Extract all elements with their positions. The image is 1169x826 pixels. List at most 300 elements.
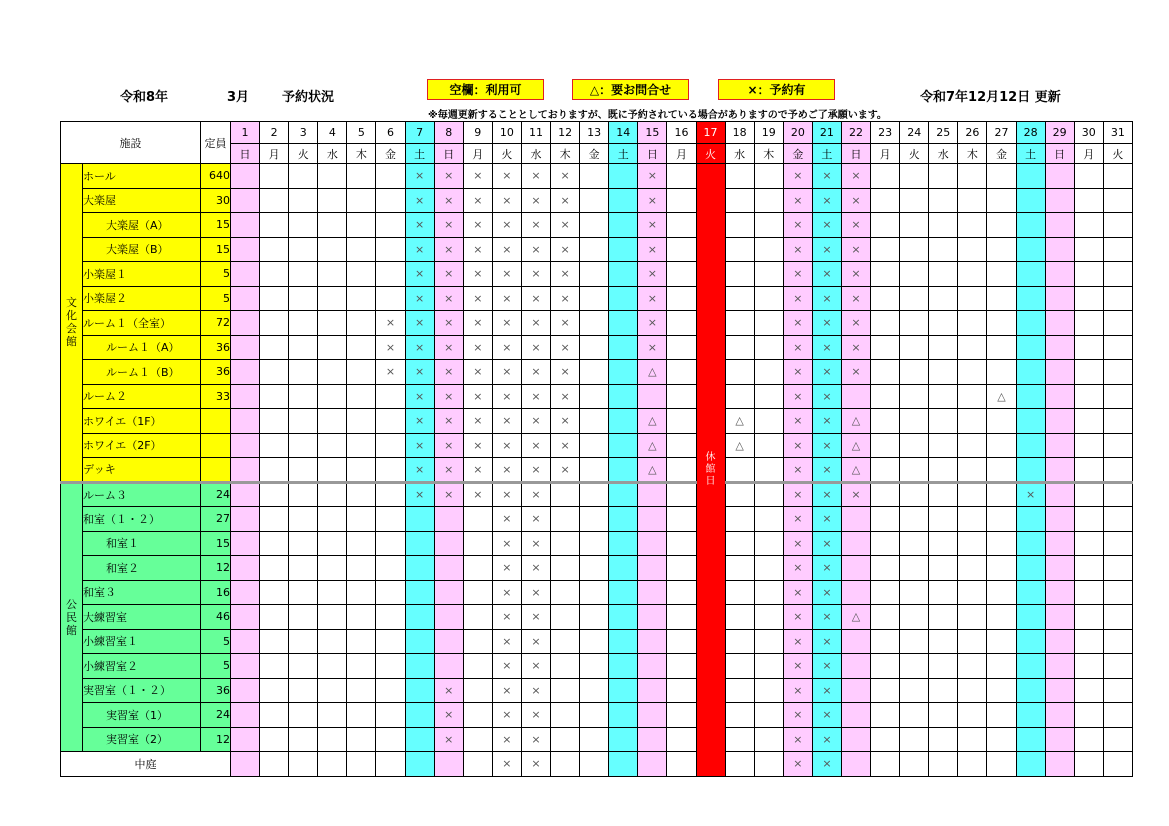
reservation-cell[interactable]	[754, 384, 783, 409]
reservation-cell[interactable]	[1074, 164, 1103, 189]
reservation-cell[interactable]	[405, 629, 434, 654]
reservation-cell[interactable]: ×	[783, 752, 812, 777]
reservation-cell[interactable]	[609, 335, 638, 360]
reservation-cell[interactable]	[260, 703, 289, 728]
reservation-cell[interactable]	[987, 482, 1016, 507]
reservation-cell[interactable]: ×	[492, 556, 521, 581]
reservation-cell[interactable]: ×	[638, 164, 667, 189]
reservation-cell[interactable]	[900, 409, 929, 434]
reservation-cell[interactable]: ×	[434, 678, 463, 703]
reservation-cell[interactable]	[667, 556, 696, 581]
reservation-cell[interactable]	[580, 433, 609, 458]
reservation-cell[interactable]	[958, 507, 987, 532]
reservation-cell[interactable]	[958, 237, 987, 262]
reservation-cell[interactable]	[1074, 213, 1103, 238]
reservation-cell[interactable]	[900, 311, 929, 336]
reservation-cell[interactable]: ×	[463, 286, 492, 311]
reservation-cell[interactable]	[1045, 629, 1074, 654]
reservation-cell[interactable]	[1045, 213, 1074, 238]
reservation-cell[interactable]	[667, 458, 696, 483]
reservation-cell[interactable]	[347, 188, 376, 213]
reservation-cell[interactable]	[667, 311, 696, 336]
reservation-cell[interactable]	[900, 262, 929, 287]
reservation-cell[interactable]	[289, 360, 318, 385]
reservation-cell[interactable]: ×	[434, 286, 463, 311]
reservation-cell[interactable]	[754, 286, 783, 311]
reservation-cell[interactable]: △	[638, 409, 667, 434]
reservation-cell[interactable]: ×	[434, 360, 463, 385]
reservation-cell[interactable]: ×	[812, 629, 841, 654]
reservation-cell[interactable]	[260, 335, 289, 360]
reservation-cell[interactable]	[1074, 286, 1103, 311]
reservation-cell[interactable]	[667, 433, 696, 458]
reservation-cell[interactable]	[376, 629, 405, 654]
reservation-cell[interactable]	[318, 164, 347, 189]
reservation-cell[interactable]	[638, 752, 667, 777]
reservation-cell[interactable]: ×	[463, 482, 492, 507]
reservation-cell[interactable]	[376, 654, 405, 679]
reservation-cell[interactable]	[1074, 531, 1103, 556]
reservation-cell[interactable]	[987, 507, 1016, 532]
reservation-cell[interactable]	[231, 262, 260, 287]
reservation-cell[interactable]	[987, 531, 1016, 556]
reservation-cell[interactable]: ×	[783, 262, 812, 287]
reservation-cell[interactable]	[609, 507, 638, 532]
reservation-cell[interactable]: ×	[463, 360, 492, 385]
reservation-cell[interactable]	[347, 384, 376, 409]
reservation-cell[interactable]	[1016, 262, 1045, 287]
reservation-cell[interactable]: ×	[521, 752, 550, 777]
reservation-cell[interactable]	[1103, 237, 1132, 262]
reservation-cell[interactable]	[929, 482, 958, 507]
reservation-cell[interactable]	[958, 311, 987, 336]
reservation-cell[interactable]	[289, 164, 318, 189]
reservation-cell[interactable]	[609, 703, 638, 728]
reservation-cell[interactable]	[754, 678, 783, 703]
reservation-cell[interactable]	[347, 237, 376, 262]
reservation-cell[interactable]: ×	[812, 703, 841, 728]
reservation-cell[interactable]	[871, 213, 900, 238]
reservation-cell[interactable]	[376, 164, 405, 189]
reservation-cell[interactable]: ×	[492, 311, 521, 336]
reservation-cell[interactable]	[754, 507, 783, 532]
reservation-cell[interactable]	[1103, 580, 1132, 605]
reservation-cell[interactable]	[667, 703, 696, 728]
reservation-cell[interactable]	[929, 262, 958, 287]
reservation-cell[interactable]: ×	[434, 311, 463, 336]
reservation-cell[interactable]	[463, 654, 492, 679]
reservation-cell[interactable]	[638, 629, 667, 654]
reservation-cell[interactable]	[551, 678, 580, 703]
reservation-cell[interactable]	[463, 531, 492, 556]
reservation-cell[interactable]	[841, 580, 870, 605]
reservation-cell[interactable]: ×	[405, 433, 434, 458]
reservation-cell[interactable]	[405, 703, 434, 728]
reservation-cell[interactable]	[1045, 433, 1074, 458]
reservation-cell[interactable]	[754, 556, 783, 581]
reservation-cell[interactable]	[1103, 458, 1132, 483]
reservation-cell[interactable]	[260, 678, 289, 703]
reservation-cell[interactable]: ×	[783, 580, 812, 605]
reservation-cell[interactable]: ×	[521, 703, 550, 728]
reservation-cell[interactable]	[1045, 409, 1074, 434]
reservation-cell[interactable]	[900, 580, 929, 605]
reservation-cell[interactable]	[638, 678, 667, 703]
reservation-cell[interactable]	[580, 458, 609, 483]
reservation-cell[interactable]: ×	[1016, 482, 1045, 507]
reservation-cell[interactable]	[754, 237, 783, 262]
reservation-cell[interactable]: ×	[376, 311, 405, 336]
reservation-cell[interactable]: ×	[841, 360, 870, 385]
reservation-cell[interactable]	[1074, 188, 1103, 213]
reservation-cell[interactable]	[871, 654, 900, 679]
reservation-cell[interactable]	[551, 727, 580, 752]
reservation-cell[interactable]: ×	[783, 531, 812, 556]
reservation-cell[interactable]	[871, 458, 900, 483]
reservation-cell[interactable]	[347, 164, 376, 189]
reservation-cell[interactable]: ×	[783, 188, 812, 213]
reservation-cell[interactable]	[900, 482, 929, 507]
reservation-cell[interactable]: ×	[521, 654, 550, 679]
reservation-cell[interactable]: △	[725, 409, 754, 434]
reservation-cell[interactable]: ×	[551, 262, 580, 287]
reservation-cell[interactable]	[405, 727, 434, 752]
reservation-cell[interactable]	[609, 654, 638, 679]
reservation-cell[interactable]	[987, 654, 1016, 679]
reservation-cell[interactable]	[231, 727, 260, 752]
reservation-cell[interactable]	[638, 580, 667, 605]
reservation-cell[interactable]	[667, 286, 696, 311]
reservation-cell[interactable]: ×	[638, 237, 667, 262]
reservation-cell[interactable]	[841, 531, 870, 556]
reservation-cell[interactable]: ×	[812, 262, 841, 287]
reservation-cell[interactable]	[754, 531, 783, 556]
reservation-cell[interactable]: ×	[521, 678, 550, 703]
reservation-cell[interactable]	[667, 605, 696, 630]
reservation-cell[interactable]: ×	[841, 188, 870, 213]
reservation-cell[interactable]: ×	[783, 335, 812, 360]
reservation-cell[interactable]: ×	[434, 384, 463, 409]
reservation-cell[interactable]: ×	[841, 237, 870, 262]
reservation-cell[interactable]	[609, 605, 638, 630]
reservation-cell[interactable]: ×	[812, 311, 841, 336]
reservation-cell[interactable]	[987, 262, 1016, 287]
reservation-cell[interactable]: ×	[551, 286, 580, 311]
reservation-cell[interactable]	[231, 678, 260, 703]
reservation-cell[interactable]	[347, 213, 376, 238]
reservation-cell[interactable]: ×	[783, 507, 812, 532]
reservation-cell[interactable]	[609, 458, 638, 483]
reservation-cell[interactable]	[580, 605, 609, 630]
reservation-cell[interactable]: ×	[638, 311, 667, 336]
reservation-cell[interactable]	[667, 482, 696, 507]
reservation-cell[interactable]: ×	[492, 752, 521, 777]
reservation-cell[interactable]	[958, 188, 987, 213]
reservation-cell[interactable]	[1045, 458, 1074, 483]
reservation-cell[interactable]: ×	[551, 237, 580, 262]
reservation-cell[interactable]	[347, 580, 376, 605]
reservation-cell[interactable]: ×	[812, 384, 841, 409]
reservation-cell[interactable]	[580, 311, 609, 336]
reservation-cell[interactable]: ×	[841, 213, 870, 238]
reservation-cell[interactable]	[958, 678, 987, 703]
reservation-cell[interactable]: ×	[638, 262, 667, 287]
reservation-cell[interactable]	[231, 629, 260, 654]
reservation-cell[interactable]	[580, 286, 609, 311]
reservation-cell[interactable]	[289, 703, 318, 728]
reservation-cell[interactable]	[609, 164, 638, 189]
reservation-cell[interactable]	[318, 237, 347, 262]
reservation-cell[interactable]	[871, 188, 900, 213]
reservation-cell[interactable]	[580, 629, 609, 654]
reservation-cell[interactable]	[260, 580, 289, 605]
reservation-cell[interactable]	[231, 384, 260, 409]
reservation-cell[interactable]: ×	[812, 458, 841, 483]
reservation-cell[interactable]	[347, 409, 376, 434]
reservation-cell[interactable]	[609, 213, 638, 238]
reservation-cell[interactable]	[638, 556, 667, 581]
reservation-cell[interactable]: ×	[551, 311, 580, 336]
reservation-cell[interactable]	[667, 580, 696, 605]
reservation-cell[interactable]	[987, 286, 1016, 311]
reservation-cell[interactable]	[463, 556, 492, 581]
reservation-cell[interactable]: ×	[783, 433, 812, 458]
reservation-cell[interactable]	[231, 703, 260, 728]
reservation-cell[interactable]	[1016, 752, 1045, 777]
reservation-cell[interactable]	[463, 678, 492, 703]
reservation-cell[interactable]	[318, 654, 347, 679]
reservation-cell[interactable]: ×	[551, 213, 580, 238]
reservation-cell[interactable]	[900, 286, 929, 311]
reservation-cell[interactable]	[929, 311, 958, 336]
reservation-cell[interactable]	[929, 188, 958, 213]
reservation-cell[interactable]: ×	[812, 237, 841, 262]
reservation-cell[interactable]	[929, 727, 958, 752]
reservation-cell[interactable]: ×	[812, 531, 841, 556]
reservation-cell[interactable]	[231, 433, 260, 458]
reservation-cell[interactable]	[958, 654, 987, 679]
reservation-cell[interactable]	[871, 237, 900, 262]
reservation-cell[interactable]	[551, 482, 580, 507]
reservation-cell[interactable]	[958, 703, 987, 728]
reservation-cell[interactable]: ×	[492, 605, 521, 630]
reservation-cell[interactable]	[929, 654, 958, 679]
reservation-cell[interactable]	[463, 507, 492, 532]
reservation-cell[interactable]	[1045, 164, 1074, 189]
reservation-cell[interactable]: ×	[405, 262, 434, 287]
reservation-cell[interactable]	[580, 188, 609, 213]
reservation-cell[interactable]	[231, 286, 260, 311]
reservation-cell[interactable]	[376, 678, 405, 703]
reservation-cell[interactable]	[609, 311, 638, 336]
reservation-cell[interactable]	[580, 213, 609, 238]
reservation-cell[interactable]	[929, 384, 958, 409]
reservation-cell[interactable]	[871, 507, 900, 532]
reservation-cell[interactable]	[725, 335, 754, 360]
reservation-cell[interactable]	[725, 556, 754, 581]
reservation-cell[interactable]	[987, 409, 1016, 434]
reservation-cell[interactable]: ×	[521, 556, 550, 581]
reservation-cell[interactable]	[725, 360, 754, 385]
reservation-cell[interactable]	[871, 752, 900, 777]
reservation-cell[interactable]	[667, 531, 696, 556]
reservation-cell[interactable]	[1103, 678, 1132, 703]
reservation-cell[interactable]	[1045, 286, 1074, 311]
reservation-cell[interactable]	[231, 507, 260, 532]
reservation-cell[interactable]	[1074, 458, 1103, 483]
reservation-cell[interactable]: ×	[812, 409, 841, 434]
reservation-cell[interactable]	[1016, 360, 1045, 385]
reservation-cell[interactable]	[376, 433, 405, 458]
reservation-cell[interactable]	[841, 556, 870, 581]
reservation-cell[interactable]	[958, 262, 987, 287]
reservation-cell[interactable]	[841, 752, 870, 777]
reservation-cell[interactable]	[318, 703, 347, 728]
reservation-cell[interactable]	[1074, 556, 1103, 581]
reservation-cell[interactable]	[347, 262, 376, 287]
reservation-cell[interactable]	[318, 678, 347, 703]
reservation-cell[interactable]	[667, 752, 696, 777]
reservation-cell[interactable]	[987, 237, 1016, 262]
reservation-cell[interactable]	[725, 507, 754, 532]
reservation-cell[interactable]	[318, 580, 347, 605]
reservation-cell[interactable]: ×	[463, 335, 492, 360]
reservation-cell[interactable]	[289, 188, 318, 213]
reservation-cell[interactable]	[1016, 188, 1045, 213]
reservation-cell[interactable]	[958, 752, 987, 777]
reservation-cell[interactable]	[958, 727, 987, 752]
reservation-cell[interactable]: ×	[521, 409, 550, 434]
reservation-cell[interactable]	[260, 482, 289, 507]
reservation-cell[interactable]	[1045, 678, 1074, 703]
reservation-cell[interactable]	[347, 482, 376, 507]
reservation-cell[interactable]	[260, 752, 289, 777]
reservation-cell[interactable]: ×	[434, 458, 463, 483]
reservation-cell[interactable]	[754, 580, 783, 605]
reservation-cell[interactable]	[318, 507, 347, 532]
reservation-cell[interactable]	[1016, 629, 1045, 654]
reservation-cell[interactable]	[289, 556, 318, 581]
reservation-cell[interactable]	[260, 409, 289, 434]
reservation-cell[interactable]	[725, 703, 754, 728]
reservation-cell[interactable]	[1074, 605, 1103, 630]
reservation-cell[interactable]	[347, 556, 376, 581]
reservation-cell[interactable]	[551, 531, 580, 556]
reservation-cell[interactable]	[1103, 335, 1132, 360]
reservation-cell[interactable]	[841, 727, 870, 752]
reservation-cell[interactable]	[958, 164, 987, 189]
reservation-cell[interactable]: ×	[492, 262, 521, 287]
reservation-cell[interactable]: ×	[492, 409, 521, 434]
reservation-cell[interactable]	[609, 286, 638, 311]
reservation-cell[interactable]: ×	[492, 360, 521, 385]
reservation-cell[interactable]	[1074, 384, 1103, 409]
reservation-cell[interactable]	[929, 335, 958, 360]
reservation-cell[interactable]	[754, 433, 783, 458]
reservation-cell[interactable]	[987, 580, 1016, 605]
reservation-cell[interactable]	[725, 311, 754, 336]
reservation-cell[interactable]	[260, 286, 289, 311]
reservation-cell[interactable]: ×	[783, 678, 812, 703]
reservation-cell[interactable]	[900, 188, 929, 213]
reservation-cell[interactable]	[376, 703, 405, 728]
reservation-cell[interactable]	[754, 703, 783, 728]
reservation-cell[interactable]: ×	[841, 286, 870, 311]
reservation-cell[interactable]	[1016, 703, 1045, 728]
reservation-cell[interactable]: ×	[492, 384, 521, 409]
reservation-cell[interactable]	[929, 605, 958, 630]
reservation-cell[interactable]	[580, 164, 609, 189]
reservation-cell[interactable]	[347, 752, 376, 777]
reservation-cell[interactable]	[376, 237, 405, 262]
reservation-cell[interactable]	[900, 384, 929, 409]
reservation-cell[interactable]	[929, 678, 958, 703]
reservation-cell[interactable]: ×	[812, 752, 841, 777]
reservation-cell[interactable]	[725, 458, 754, 483]
reservation-cell[interactable]	[376, 507, 405, 532]
reservation-cell[interactable]: ×	[463, 237, 492, 262]
reservation-cell[interactable]	[347, 507, 376, 532]
reservation-cell[interactable]	[318, 605, 347, 630]
reservation-cell[interactable]	[871, 629, 900, 654]
reservation-cell[interactable]	[987, 678, 1016, 703]
reservation-cell[interactable]: ×	[551, 188, 580, 213]
reservation-cell[interactable]: ×	[521, 482, 550, 507]
reservation-cell[interactable]	[609, 629, 638, 654]
reservation-cell[interactable]: ×	[638, 188, 667, 213]
reservation-cell[interactable]	[1103, 262, 1132, 287]
reservation-cell[interactable]	[754, 262, 783, 287]
reservation-cell[interactable]	[580, 237, 609, 262]
reservation-cell[interactable]	[376, 556, 405, 581]
reservation-cell[interactable]	[1103, 311, 1132, 336]
reservation-cell[interactable]: ×	[463, 384, 492, 409]
reservation-cell[interactable]	[725, 482, 754, 507]
reservation-cell[interactable]	[347, 286, 376, 311]
reservation-cell[interactable]	[260, 458, 289, 483]
reservation-cell[interactable]	[929, 531, 958, 556]
reservation-cell[interactable]	[318, 286, 347, 311]
reservation-cell[interactable]: ×	[492, 531, 521, 556]
reservation-cell[interactable]	[900, 507, 929, 532]
reservation-cell[interactable]: ×	[783, 458, 812, 483]
reservation-cell[interactable]	[900, 531, 929, 556]
reservation-cell[interactable]	[987, 556, 1016, 581]
reservation-cell[interactable]	[1103, 482, 1132, 507]
reservation-cell[interactable]: ×	[638, 286, 667, 311]
reservation-cell[interactable]	[1103, 360, 1132, 385]
reservation-cell[interactable]	[667, 384, 696, 409]
reservation-cell[interactable]: ×	[405, 360, 434, 385]
reservation-cell[interactable]	[1103, 433, 1132, 458]
reservation-cell[interactable]	[1074, 482, 1103, 507]
reservation-cell[interactable]	[580, 752, 609, 777]
reservation-cell[interactable]	[725, 752, 754, 777]
reservation-cell[interactable]: ×	[492, 507, 521, 532]
reservation-cell[interactable]	[754, 164, 783, 189]
reservation-cell[interactable]	[376, 286, 405, 311]
reservation-cell[interactable]	[958, 360, 987, 385]
reservation-cell[interactable]	[376, 727, 405, 752]
reservation-cell[interactable]	[900, 629, 929, 654]
reservation-cell[interactable]: ×	[434, 188, 463, 213]
reservation-cell[interactable]	[958, 482, 987, 507]
reservation-cell[interactable]	[1016, 678, 1045, 703]
reservation-cell[interactable]	[260, 531, 289, 556]
reservation-cell[interactable]	[871, 384, 900, 409]
reservation-cell[interactable]	[929, 409, 958, 434]
reservation-cell[interactable]	[347, 727, 376, 752]
